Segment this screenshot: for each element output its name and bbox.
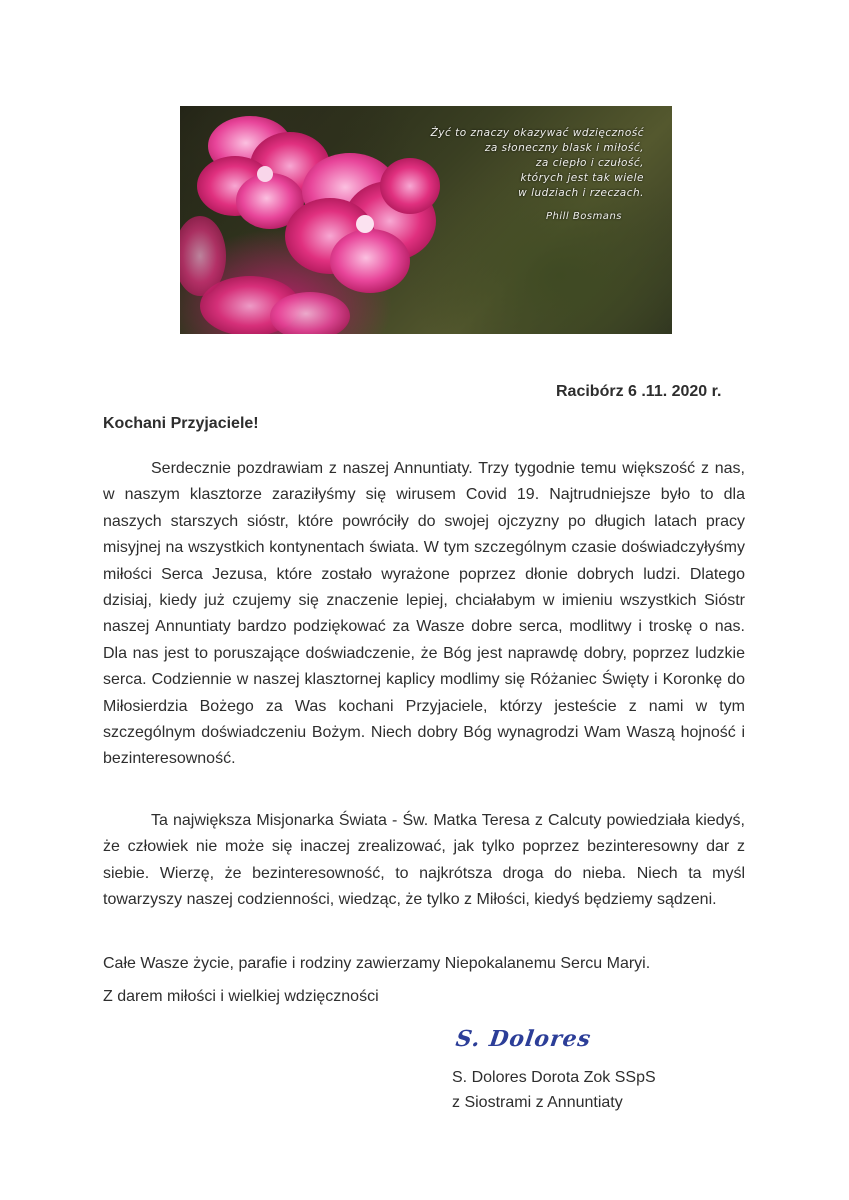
quote-line: Żyć to znaczy okazywać wdzięczność (430, 127, 644, 139)
quote-block (344, 126, 644, 224)
quote-author: Phill Bosmans (546, 211, 622, 222)
body-paragraph: Ta największa Misjonarka Świata - Św. Matka Teresa z Calcuty powiedziała kiedyś, że człowiek nie może się inaczej zrealizować, jak tylko poprzez bezinteresowny dar z siebie. Wierzę, że bezinteresowność, to najkrótsza droga do nieba. Niech ta myśl towarzyszy naszej codzienności, wiedząc, że tylko z Miłości, kiedyś będziemy sądzeni. (103, 812, 745, 909)
signer-name: S. Dolores Dorota Zok SSpS (452, 1069, 656, 1086)
letter-date: Racibórz 6 .11. 2020 r. (556, 383, 722, 400)
salutation: Kochani Przyjaciele! (103, 415, 259, 432)
quote-line: których jest tak wiele (520, 172, 644, 184)
quote-line: za ciepło i czułość, (535, 157, 644, 169)
signer-affiliation: z Siostrami z Annuntiaty (452, 1094, 623, 1111)
quote-line: w ludziach i rzeczach. (518, 187, 644, 199)
quote-line: za słoneczny blask i miłość, (484, 142, 644, 154)
closing-line: Całe Wasze życie, parafie i rodziny zawierzamy Niepokalanemu Sercu Maryi. (103, 955, 651, 972)
header-photo (180, 106, 672, 334)
body-paragraph: Serdecznie pozdrawiam z naszej Annuntiaty. Trzy tygodnie temu większość z nas, w naszym klasztorze zaraziłyśmy się wirusem Covid 19. Najtrudniejsze było to dla naszych starszych sióstr, które powróciły do swojej ojczyzny po długich latach pracy misyjnej na wszystkich kontynentach świata. W tym szczególnym czasie doświadczyłyśmy miłości Serca Jezusa, które zostało wyrażone poprzez dłonie dobrych ludzi. Dlatego dzisiaj, kiedy już czujemy się znaczenie lepiej, chciałabym w imieniu wszystkich Sióstr naszej Annuntiaty bardzo podziękować za Wasze dobre serca, modlitwy i troskę o nas. Dla nas jest to poruszające doświadczenie, że Bóg jest naprawdę dobry, poprzez ludzkie serca. Codziennie w naszej klasztornej kaplicy modlimy się Różaniec Święty i Koronkę do Miłosierdzia Bożego za Was kochani Przyjaciele, którzy jesteście z nami w tym szczególnym doświadczeniu Bożym. Niech dobry Bóg wynagrodzi Wam Waszą hojność i bezinteresowność. (103, 460, 745, 768)
farewell-line: Z darem miłości i wielkiej wdzięczności (103, 988, 379, 1005)
handwritten-signature: S. Dolores (454, 1026, 594, 1052)
